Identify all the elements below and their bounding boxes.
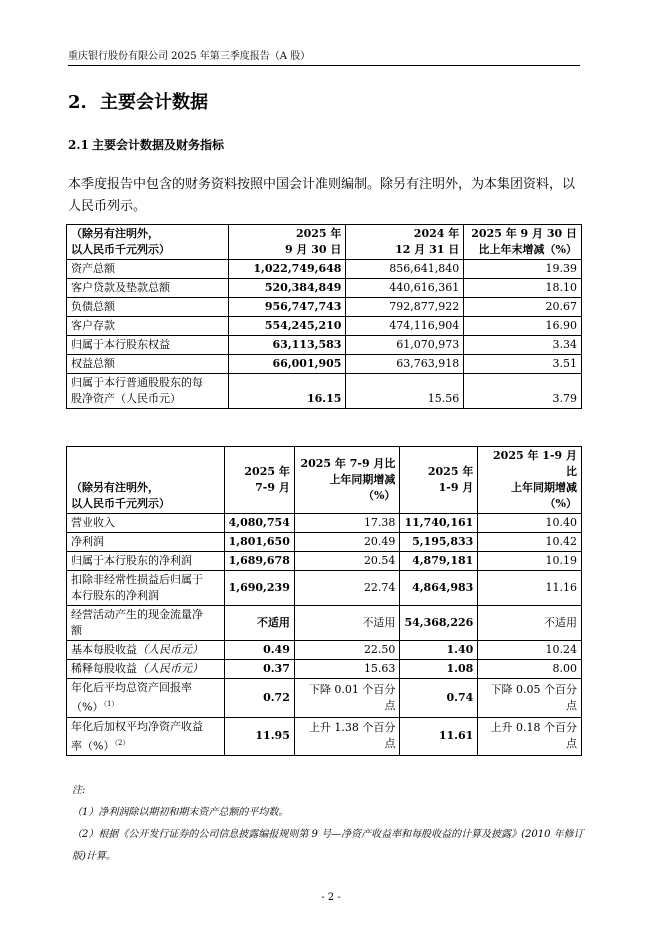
cell-value: 11.95 bbox=[224, 717, 294, 756]
row-label-unit: （人民币元） bbox=[137, 643, 203, 656]
row-label bbox=[67, 679, 225, 718]
cell-value: 15.56 bbox=[346, 374, 464, 409]
header-line: 2024 年 bbox=[413, 227, 460, 240]
cell-value bbox=[294, 679, 400, 718]
cell-value: 3.79 bbox=[464, 374, 582, 409]
row-label: 净利润 bbox=[67, 533, 225, 552]
header-cell bbox=[478, 447, 582, 514]
cell-value: 440,616,361 bbox=[346, 279, 464, 298]
cell-value bbox=[478, 717, 582, 756]
row-label-line: 股净资产（人民币元） bbox=[71, 392, 181, 405]
table-row bbox=[67, 641, 582, 660]
row-label-line: 年化后平均总资产回报率 bbox=[71, 681, 192, 694]
header-line: （%） bbox=[362, 489, 396, 502]
footnote-ref: （2） bbox=[114, 738, 130, 747]
row-label: 权益总额 bbox=[67, 355, 229, 374]
header-cell bbox=[346, 225, 464, 260]
table-row bbox=[67, 336, 582, 355]
cell-value: 不适用 bbox=[478, 606, 582, 641]
cell-value: 20.49 bbox=[294, 533, 400, 552]
cell-value: 792,877,922 bbox=[346, 298, 464, 317]
cell-value: 0.74 bbox=[400, 679, 478, 718]
cell-line: 上升 0.18 个百分 bbox=[490, 721, 577, 735]
cell-value: 520,384,849 bbox=[228, 279, 346, 298]
cell-value: 61,070,973 bbox=[346, 336, 464, 355]
row-label-line bbox=[71, 735, 220, 755]
cell-value: 16.15 bbox=[228, 374, 346, 409]
cell-value: 0.49 bbox=[224, 641, 294, 660]
table-row bbox=[67, 298, 582, 317]
cell-line: 上升 1.38 个百分 bbox=[308, 721, 396, 735]
header-line: 上年同期增减 bbox=[329, 473, 396, 486]
row-label-line: 年化后加权平均净资产收益 bbox=[71, 719, 203, 733]
cell-line: 点 bbox=[566, 737, 577, 751]
header-line: 2025 年 bbox=[295, 227, 342, 240]
row-label-line bbox=[71, 696, 220, 716]
table-row bbox=[67, 717, 582, 756]
cell-value: 63,113,583 bbox=[228, 336, 346, 355]
table-header-row bbox=[67, 447, 582, 514]
table-row bbox=[67, 533, 582, 552]
footnote-ref: （1） bbox=[103, 700, 119, 708]
intro-paragraph: 本季度报告中包含的财务资料按照中国会计准则编制。除另有注明外，为本集团资料，以人民币列示。 bbox=[68, 177, 576, 214]
row-label: 归属于本行股东的净利润 bbox=[67, 552, 225, 571]
cell-value: 63,763,918 bbox=[346, 355, 464, 374]
row-label: 营业收入 bbox=[67, 514, 225, 533]
cell-value: 5,195,833 bbox=[400, 533, 478, 552]
header-label-line: （除另有注明外， bbox=[71, 481, 159, 494]
row-label: 归属于本行股东权益 bbox=[67, 336, 229, 355]
header-label-cell bbox=[67, 447, 225, 514]
header-line: 2025 年 9 月 30 日 bbox=[471, 227, 577, 240]
table-row bbox=[67, 279, 582, 298]
cell-value: 8.00 bbox=[478, 660, 582, 679]
cell-value: 19.39 bbox=[464, 260, 582, 279]
header-label-line: 以人民币千元列示） bbox=[71, 497, 170, 510]
row-label-line: 本行股东的净利润 bbox=[71, 589, 159, 602]
header-line: 9 月 30 日 bbox=[284, 243, 342, 256]
cell-value: 17.38 bbox=[294, 514, 400, 533]
table-row bbox=[67, 374, 582, 409]
header-cell bbox=[224, 447, 294, 514]
row-label: 负债总额 bbox=[67, 298, 229, 317]
cell-value: 18.10 bbox=[464, 279, 582, 298]
income-table bbox=[66, 446, 582, 756]
cell-value: 22.74 bbox=[294, 571, 400, 606]
cell-value: 1.08 bbox=[400, 660, 478, 679]
cell-value: 22.50 bbox=[294, 641, 400, 660]
row-label-line: 归属于本行普通股股东的每 bbox=[71, 376, 203, 389]
header-line: 2025 年 bbox=[427, 465, 474, 478]
cell-value: 不适用 bbox=[224, 606, 294, 641]
cell-value: 474,116,904 bbox=[346, 317, 464, 336]
cell-value: 1,022,749,648 bbox=[228, 260, 346, 279]
cell-value: 4,080,754 bbox=[224, 514, 294, 533]
header-label-line: （除另有注明外， bbox=[71, 227, 159, 240]
cell-value: 10.19 bbox=[478, 552, 582, 571]
row-label-line: 扣除非经常性损益后归属于 bbox=[71, 573, 203, 586]
cell-line: 点 bbox=[384, 698, 396, 712]
note-1: （1）净利润除以期初和期末资产总额的平均数。 bbox=[72, 807, 289, 818]
cell-value: 54,368,226 bbox=[400, 606, 478, 641]
cell-value: 不适用 bbox=[294, 606, 400, 641]
cell-value: 4,864,983 bbox=[400, 571, 478, 606]
row-label-text: 稀释每股收益 bbox=[71, 662, 137, 675]
subsection-number: 2.1 bbox=[68, 138, 89, 152]
cell-value bbox=[294, 717, 400, 756]
header-line: （%） bbox=[544, 497, 577, 510]
header-line: 1-9 月 bbox=[438, 481, 474, 494]
header-line: 2025 年 7-9 月比 bbox=[300, 457, 396, 470]
cell-value: 1.40 bbox=[400, 641, 478, 660]
row-label bbox=[67, 641, 225, 660]
row-label bbox=[67, 571, 225, 606]
header-line: 7-9 月 bbox=[255, 481, 290, 494]
cell-value: 15.63 bbox=[294, 660, 400, 679]
table-row bbox=[67, 660, 582, 679]
subsection-title-text: 主要会计数据及财务指标 bbox=[92, 138, 225, 152]
cell-line: 下降 0.05 个百分 bbox=[490, 682, 577, 696]
header-line: 上年同期增减 bbox=[511, 481, 577, 494]
table-row bbox=[67, 571, 582, 606]
row-label-text: 率（%） bbox=[71, 739, 115, 753]
table-row bbox=[67, 317, 582, 336]
header-label-cell bbox=[67, 225, 229, 260]
row-label-text: 基本每股收益 bbox=[71, 643, 137, 656]
row-label-line: 经营活动产生的现金流量净 bbox=[71, 608, 203, 621]
table-row bbox=[67, 260, 582, 279]
note-2: （2）根据《公开发行证券的公司信息披露编报规则第 9 号—净资产收益率和每股收益的计算及披露》(2010 年修订版)计算。 bbox=[72, 829, 584, 862]
cell-value: 554,245,210 bbox=[228, 317, 346, 336]
header-cell bbox=[228, 225, 346, 260]
page-number: - 2 - bbox=[321, 892, 341, 903]
footnotes bbox=[72, 780, 584, 868]
cell-value: 3.34 bbox=[464, 336, 582, 355]
header-line: 比上年末增减（%） bbox=[478, 243, 577, 256]
header-label-line: 以人民币千元列示） bbox=[71, 243, 170, 256]
cell-value bbox=[478, 679, 582, 718]
cell-value: 1,690,239 bbox=[224, 571, 294, 606]
cell-value: 10.42 bbox=[478, 533, 582, 552]
cell-value: 20.67 bbox=[464, 298, 582, 317]
row-label bbox=[67, 606, 225, 641]
subsection-title bbox=[68, 136, 224, 153]
table-row bbox=[67, 606, 582, 641]
cell-value: 11.16 bbox=[478, 571, 582, 606]
row-label-text: （%） bbox=[71, 700, 104, 714]
table-row bbox=[67, 679, 582, 718]
row-label: 客户存款 bbox=[67, 317, 229, 336]
row-label bbox=[67, 374, 229, 409]
row-label bbox=[67, 717, 225, 756]
balance-sheet-table bbox=[66, 224, 582, 409]
cell-value: 10.40 bbox=[478, 514, 582, 533]
row-label: 资产总额 bbox=[67, 260, 229, 279]
cell-value: 20.54 bbox=[294, 552, 400, 571]
cell-line: 下降 0.01 个百分 bbox=[308, 682, 396, 696]
cell-value: 1,801,650 bbox=[224, 533, 294, 552]
row-label-unit: （人民币元） bbox=[137, 662, 203, 675]
header-cell bbox=[464, 225, 582, 260]
row-label: 客户贷款及垫款总额 bbox=[67, 279, 229, 298]
cell-value: 3.51 bbox=[464, 355, 582, 374]
cell-value: 16.90 bbox=[464, 317, 582, 336]
row-label-line: 额 bbox=[71, 624, 82, 637]
cell-value: 66,001,905 bbox=[228, 355, 346, 374]
row-label bbox=[67, 660, 225, 679]
page-header: 重庆银行股份有限公司 2025 年第三季度报告（A 股） bbox=[68, 47, 580, 66]
header-cell bbox=[294, 447, 400, 514]
table-row bbox=[67, 552, 582, 571]
cell-line: 点 bbox=[384, 737, 396, 751]
cell-value: 0.37 bbox=[224, 660, 294, 679]
header-line: 2025 年 1-9 月比 bbox=[493, 449, 577, 478]
section-title-text: 主要会计数据 bbox=[100, 92, 208, 113]
cell-value: 4,879,181 bbox=[400, 552, 478, 571]
cell-value: 11.61 bbox=[400, 717, 478, 756]
header-line: 12 月 31 日 bbox=[395, 243, 460, 256]
cell-value: 11,740,161 bbox=[400, 514, 478, 533]
cell-value: 856,641,840 bbox=[346, 260, 464, 279]
section-number: 2. bbox=[68, 92, 87, 113]
table-header-row bbox=[67, 225, 582, 260]
notes-title: 注: bbox=[72, 785, 86, 796]
header-cell bbox=[400, 447, 478, 514]
section-title bbox=[68, 88, 208, 114]
cell-value: 1,689,678 bbox=[224, 552, 294, 571]
cell-value: 956,747,743 bbox=[228, 298, 346, 317]
table-row bbox=[67, 514, 582, 533]
cell-value: 10.24 bbox=[478, 641, 582, 660]
header-line: 2025 年 bbox=[244, 465, 290, 478]
cell-line: 点 bbox=[566, 698, 577, 712]
table-row bbox=[67, 355, 582, 374]
cell-value: 0.72 bbox=[224, 679, 294, 718]
